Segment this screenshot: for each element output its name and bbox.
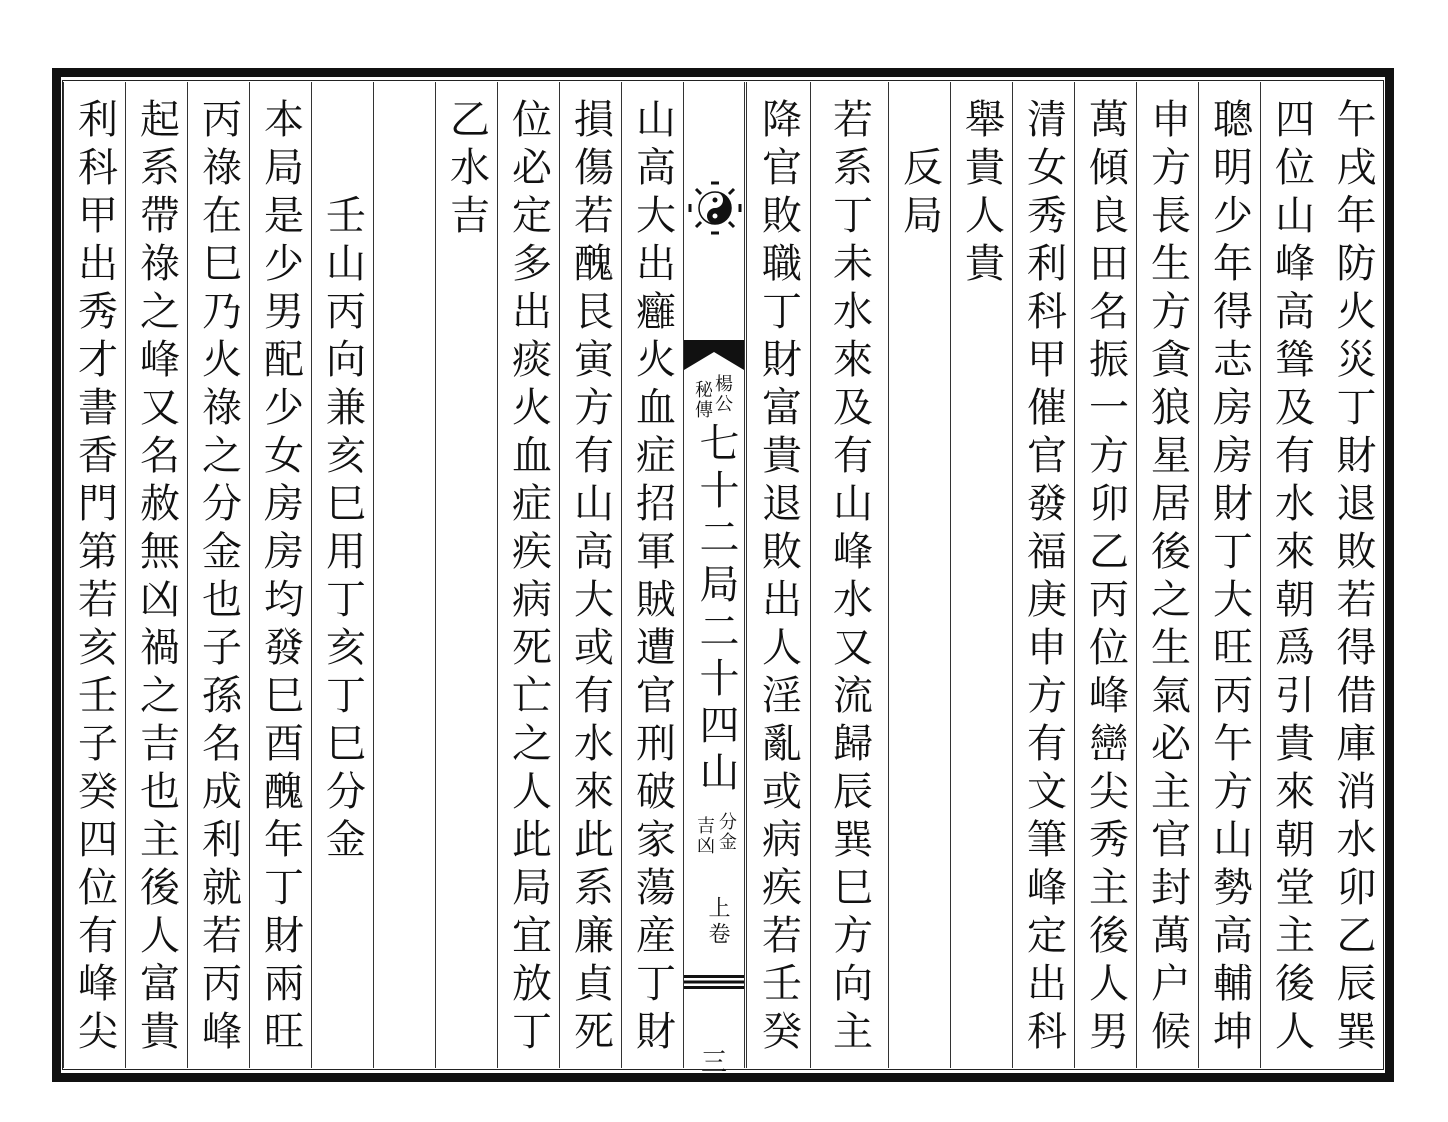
book-spine [683, 82, 745, 1078]
author-label-2: 秘傳 [692, 380, 713, 420]
text-column-9 [810, 82, 888, 1068]
text-column-10 [746, 82, 810, 1068]
column-text: 四位山峰高聳及有水來朝爲引貴來朝堂主後人 [1268, 98, 1315, 1058]
column-text: 利科甲出秀才書香門第若亥壬子癸四位有峰尖 [71, 98, 118, 1058]
bagua-taiji-icon [687, 180, 743, 236]
empty-column [373, 82, 435, 1068]
column-text: 舉貴人貴 [958, 98, 1005, 290]
text-column-7 [950, 82, 1012, 1068]
text-column-3 [1198, 82, 1260, 1068]
column-text: 本局是少男配少女房房均發巳酉醜年丁財兩旺 [257, 98, 304, 1058]
book-title: 七十二局二十四山 [693, 422, 739, 798]
column-text: 乙水吉 [443, 98, 490, 242]
text-column-6 [1012, 82, 1074, 1068]
fishtail-mark [684, 340, 744, 370]
subtitle-label-1: 分金 [716, 812, 737, 852]
column-text: 降官敗職丁財富貴退敗出人淫亂或病疾若壬癸 [755, 98, 802, 1058]
text-column-18 [187, 82, 249, 1068]
column-text: 萬傾良田名振一方卯乙丙位峰巒尖秀主後人男 [1082, 98, 1129, 1058]
section-heading: 反局 [896, 146, 943, 242]
text-column-5 [1074, 82, 1136, 1068]
section-heading: 壬山丙向兼亥巳用丁亥丁巳分金 [319, 194, 366, 866]
column-text: 山高大出癰火血症招軍賊遭官刑破家蕩産丁財 [629, 98, 676, 1058]
page-number: 三 [700, 1048, 727, 1078]
column-text: 損傷若醜艮寅方有山高大或有水來此系廉貞死 [567, 98, 614, 1058]
section-heading-column [888, 82, 950, 1068]
section-heading-column-2 [311, 82, 373, 1068]
column-text: 聰明少年得志房房財丁大旺丙午方山勢高輔坤 [1206, 98, 1253, 1058]
text-column-19 [125, 82, 187, 1068]
text-column-1 [1322, 82, 1384, 1068]
column-text: 午戌年防火災丁財退敗若得借庫消水卯乙辰巽 [1330, 98, 1376, 1058]
text-column-13 [497, 82, 559, 1068]
column-text: 清女秀利科甲催官發福庚申方有文筆峰定出科 [1020, 98, 1067, 1058]
text-column-11 [621, 82, 683, 1068]
text-column-14 [435, 82, 497, 1068]
column-text: 若系丁未水來及有山峰水又流歸辰巽巳方向主 [826, 98, 873, 1058]
subtitle-label-2: 吉凶 [694, 816, 715, 856]
column-text: 丙祿在巳乃火祿之分金也子孫名成利就若丙峰 [195, 98, 242, 1058]
volume-label: 上卷 [705, 896, 730, 948]
text-column-20 [63, 82, 125, 1068]
text-column-2 [1260, 82, 1322, 1068]
text-column-4 [1136, 82, 1198, 1068]
column-text: 起系帶祿之峰又名赦無凶禍之吉也主後人富貴 [133, 98, 180, 1058]
text-column-12 [559, 82, 621, 1068]
author-label-1: 楊公 [712, 374, 733, 414]
column-text: 位必定多出痰火血症疾病死亡之人此局宜放丁 [505, 98, 552, 1058]
spine-divider [684, 975, 744, 989]
text-column-17 [249, 82, 311, 1068]
column-text: 申方長生方貪狼星居後之生氣必主官封萬户候 [1144, 98, 1191, 1058]
